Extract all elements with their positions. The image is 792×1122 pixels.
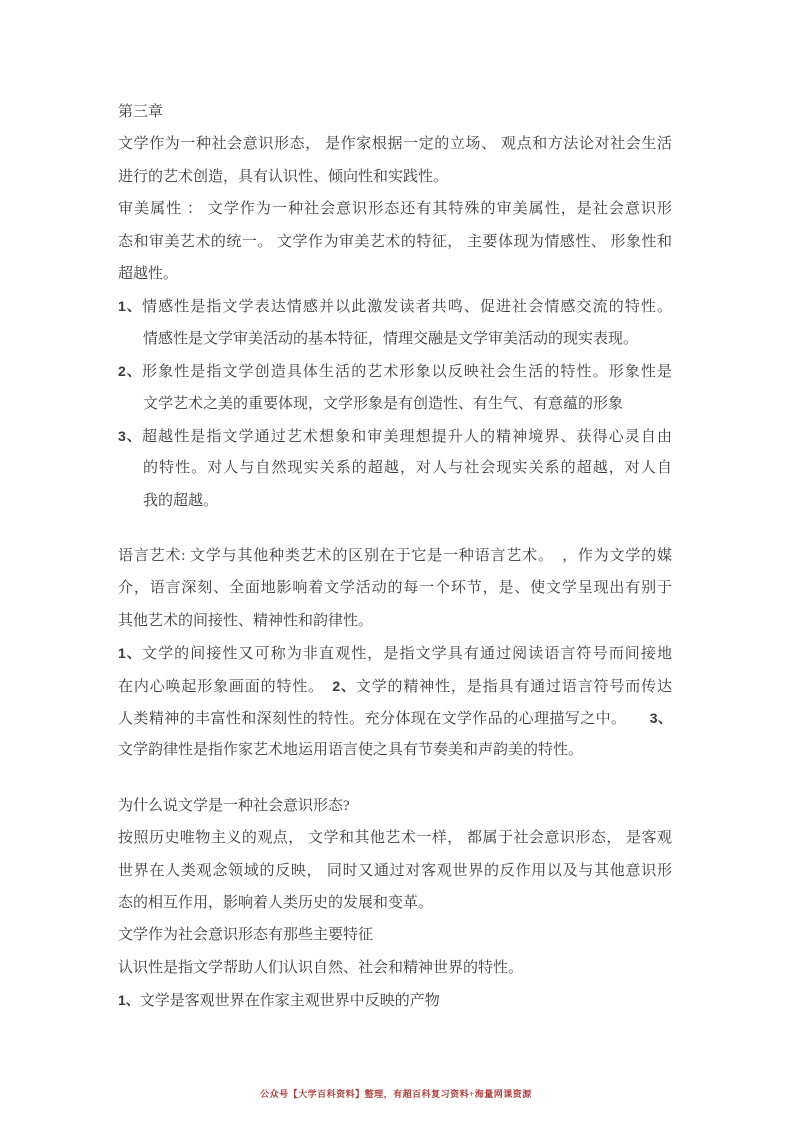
text-line (118, 420, 672, 452)
text-line (118, 355, 672, 387)
text-line (118, 226, 672, 258)
list-number: 1、 (118, 645, 142, 662)
text-run: 为什么说文学是一种社会意识形态? (118, 797, 350, 814)
list-number: 2、 (118, 363, 142, 380)
text-line (118, 855, 672, 887)
text-run: 第三章 (118, 104, 164, 120)
list-number: 1、 (118, 992, 140, 1009)
text-run: 在内心唤起形象画面的特性。 (118, 678, 333, 695)
paragraph-gap (118, 767, 672, 790)
text-run: 认识性是指文学帮助人们认识自然、社会和精神世界的特性。 (118, 959, 524, 976)
text-run: 介，语言深刻、全面地影响着文学活动的每一个环节，是、使文学呈现出有别于 (118, 580, 672, 597)
text-run: 超越性。 (118, 265, 179, 282)
text-run: 文学作为一种社会意识形态， 是作家根据一定的立场、 观点和方法论对社会生活 (118, 136, 672, 153)
text-run: 文学的间接性又可称为非直观性，是指文学具有通过阅读语言符号而间接地 (141, 646, 672, 663)
text-line (118, 605, 672, 637)
text-line (118, 540, 672, 572)
text-run: 超越性是指文学通过艺术想象和审美理想提升人的精神境界、获得心灵自由 (141, 428, 672, 445)
text-run: 世界在人类观念领域的反映， 同时又通过对客观世界的反作用以及与其他意识形 (118, 862, 672, 879)
text-run: 态的相互作用，影响着人类历史的发展和变革。 (118, 894, 434, 911)
text-run: 文学是客观世界在作家主观世界中反映的产物 (139, 993, 440, 1010)
text-run: 态和审美艺术的统一。 文学作为审美艺术的特征， 主要体现为情感性、 形象性和 (118, 233, 672, 250)
text-run: 情感性是文学审美活动的基本特征，情理交融是文学审美活动的现实表现。 (143, 330, 639, 347)
text-line (118, 887, 672, 919)
text-line (118, 388, 672, 420)
text-run: 情感性是指文学表达情感并以此激发读者共鸣、促进社会情感交流的特性。 (141, 299, 672, 316)
text-line (118, 734, 672, 766)
text-line (118, 637, 672, 669)
text-line (118, 128, 672, 160)
text-line (118, 952, 672, 984)
footer-note: 公众号【大学百科资料】整理，有超百科复习资料+海量网课资源 (260, 1089, 532, 1099)
list-number: 1、 (118, 298, 142, 315)
text-run: 文学韵律性是指作家艺术地运用语言使之具有节奏美和声韵美的特性。 (118, 742, 584, 759)
text-line (118, 323, 672, 355)
text-run: 其他艺术的间接性、精神性和韵律性。 (118, 612, 374, 629)
text-run: 语言艺术: 文学与其他种类艺术的区别在于它是一种语言艺术。 ，作为文学的媒 (118, 548, 672, 565)
text-line (118, 485, 672, 517)
paragraph-gap (118, 517, 672, 540)
text-run: 人类精神的丰富性和深刻性的特性。充分体现在文学作品的心理描写之中。 (118, 711, 650, 728)
text-line (118, 452, 672, 484)
text-line (118, 258, 672, 290)
text-line (118, 96, 672, 128)
text-line (118, 790, 672, 822)
text-run: 文学作为社会意识形态有那些主要特征 (118, 927, 374, 944)
text-run: 文学艺术之美的重要体现，文学形象是有创造性、有生气、有意蕴的形象 (143, 395, 624, 412)
text-line (118, 919, 672, 951)
text-line (118, 161, 672, 193)
text-run: 我的超越。 (143, 492, 219, 509)
text-line (118, 702, 672, 734)
list-number: 3、 (649, 710, 672, 727)
text-line (118, 572, 672, 604)
document-body (118, 96, 672, 1017)
text-run: 的特性。对人与自然现实关系的超越，对人与社会现实关系的超越，对人自 (143, 460, 672, 477)
text-line (118, 822, 672, 854)
text-line (118, 193, 672, 225)
text-line (118, 290, 672, 322)
text-run: 形象性是指文学创造具体生活的艺术形象以反映社会生活的特性。形象性是 (141, 364, 672, 381)
text-run: 按照历史唯物主义的观点， 文学和其他艺术一样， 都属于社会意识形态， 是客观 (118, 830, 672, 847)
text-run: 审美属性 ： 文学作为一种社会意识形态还有其特殊的审美属性，是社会意识形 (118, 201, 672, 218)
list-number: 2、 (332, 677, 356, 694)
text-run: 文学的精神性，是指具有通过语言符号而传达 (355, 678, 672, 695)
text-run: 进行的艺术创造，具有认识性、倾向性和实践性。 (118, 168, 449, 185)
list-number: 3、 (118, 427, 142, 444)
text-line (118, 670, 672, 702)
text-line (118, 984, 672, 1016)
